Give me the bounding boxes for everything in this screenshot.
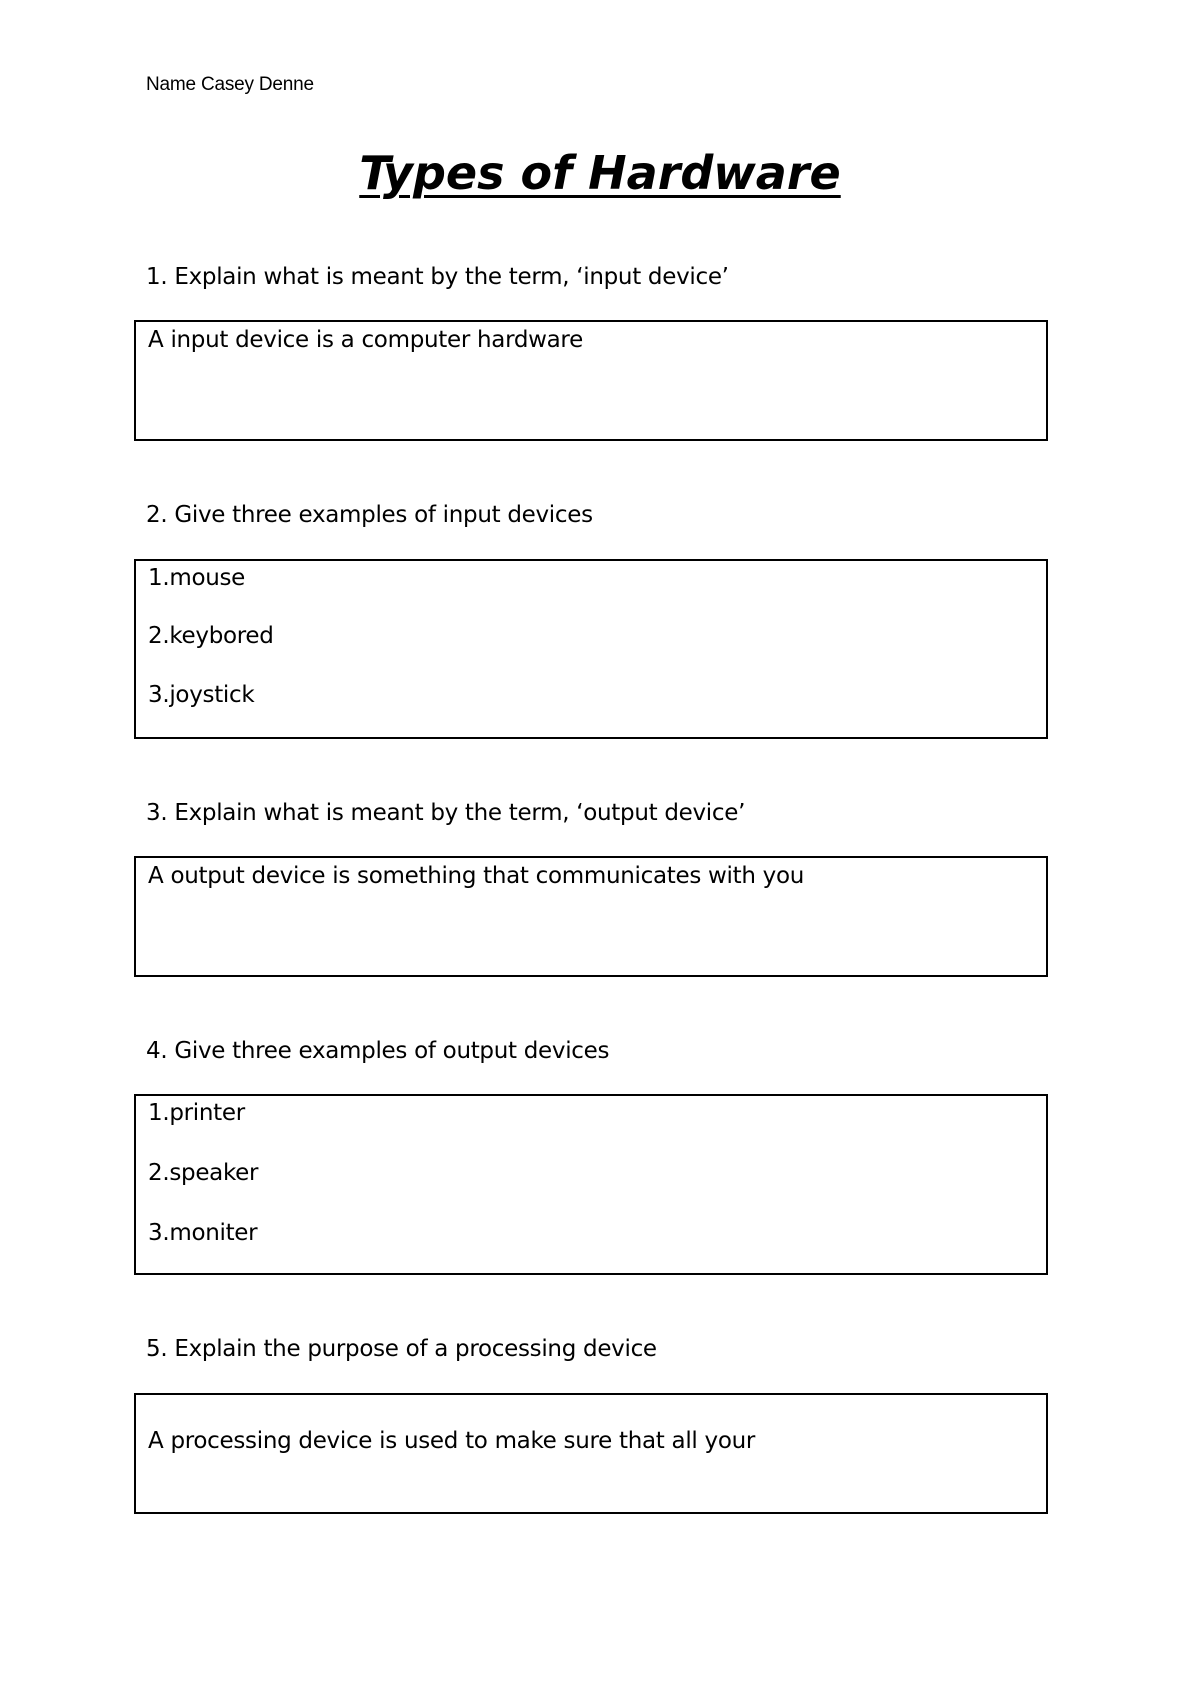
answer-line: 2.keybored [148, 623, 274, 649]
question-4-prompt: 4. Give three examples of output devices [146, 1038, 610, 1064]
answer-line: 3.moniter [148, 1220, 258, 1246]
question-4-answer-box[interactable] [134, 1094, 1048, 1275]
answer-line: 2.speaker [148, 1160, 259, 1186]
question-2-prompt: 2. Give three examples of input devices [146, 502, 593, 528]
question-3-answer-box[interactable] [134, 856, 1048, 977]
answer-line: A processing device is used to make sure that all your [148, 1428, 756, 1454]
question-1-answer-box[interactable] [134, 320, 1048, 441]
question-1-prompt: 1. Explain what is meant by the term, ‘input device’ [146, 264, 729, 290]
answer-line: 1.printer [148, 1100, 245, 1126]
question-2-answer-box[interactable] [134, 559, 1048, 739]
answer-line: 3.joystick [148, 682, 255, 708]
question-5-prompt: 5. Explain the purpose of a processing device [146, 1336, 657, 1362]
page-title: Types of Hardware [359, 146, 841, 200]
question-3-prompt: 3. Explain what is meant by the term, ‘output device’ [146, 800, 746, 826]
name-line: Name Casey Denne [146, 74, 314, 95]
answer-line: 1.mouse [148, 565, 246, 591]
answer-line: A output device is something that communicates with you [148, 863, 805, 889]
question-5-answer-box[interactable] [134, 1393, 1048, 1514]
answer-line: A input device is a computer hardware [148, 327, 583, 353]
